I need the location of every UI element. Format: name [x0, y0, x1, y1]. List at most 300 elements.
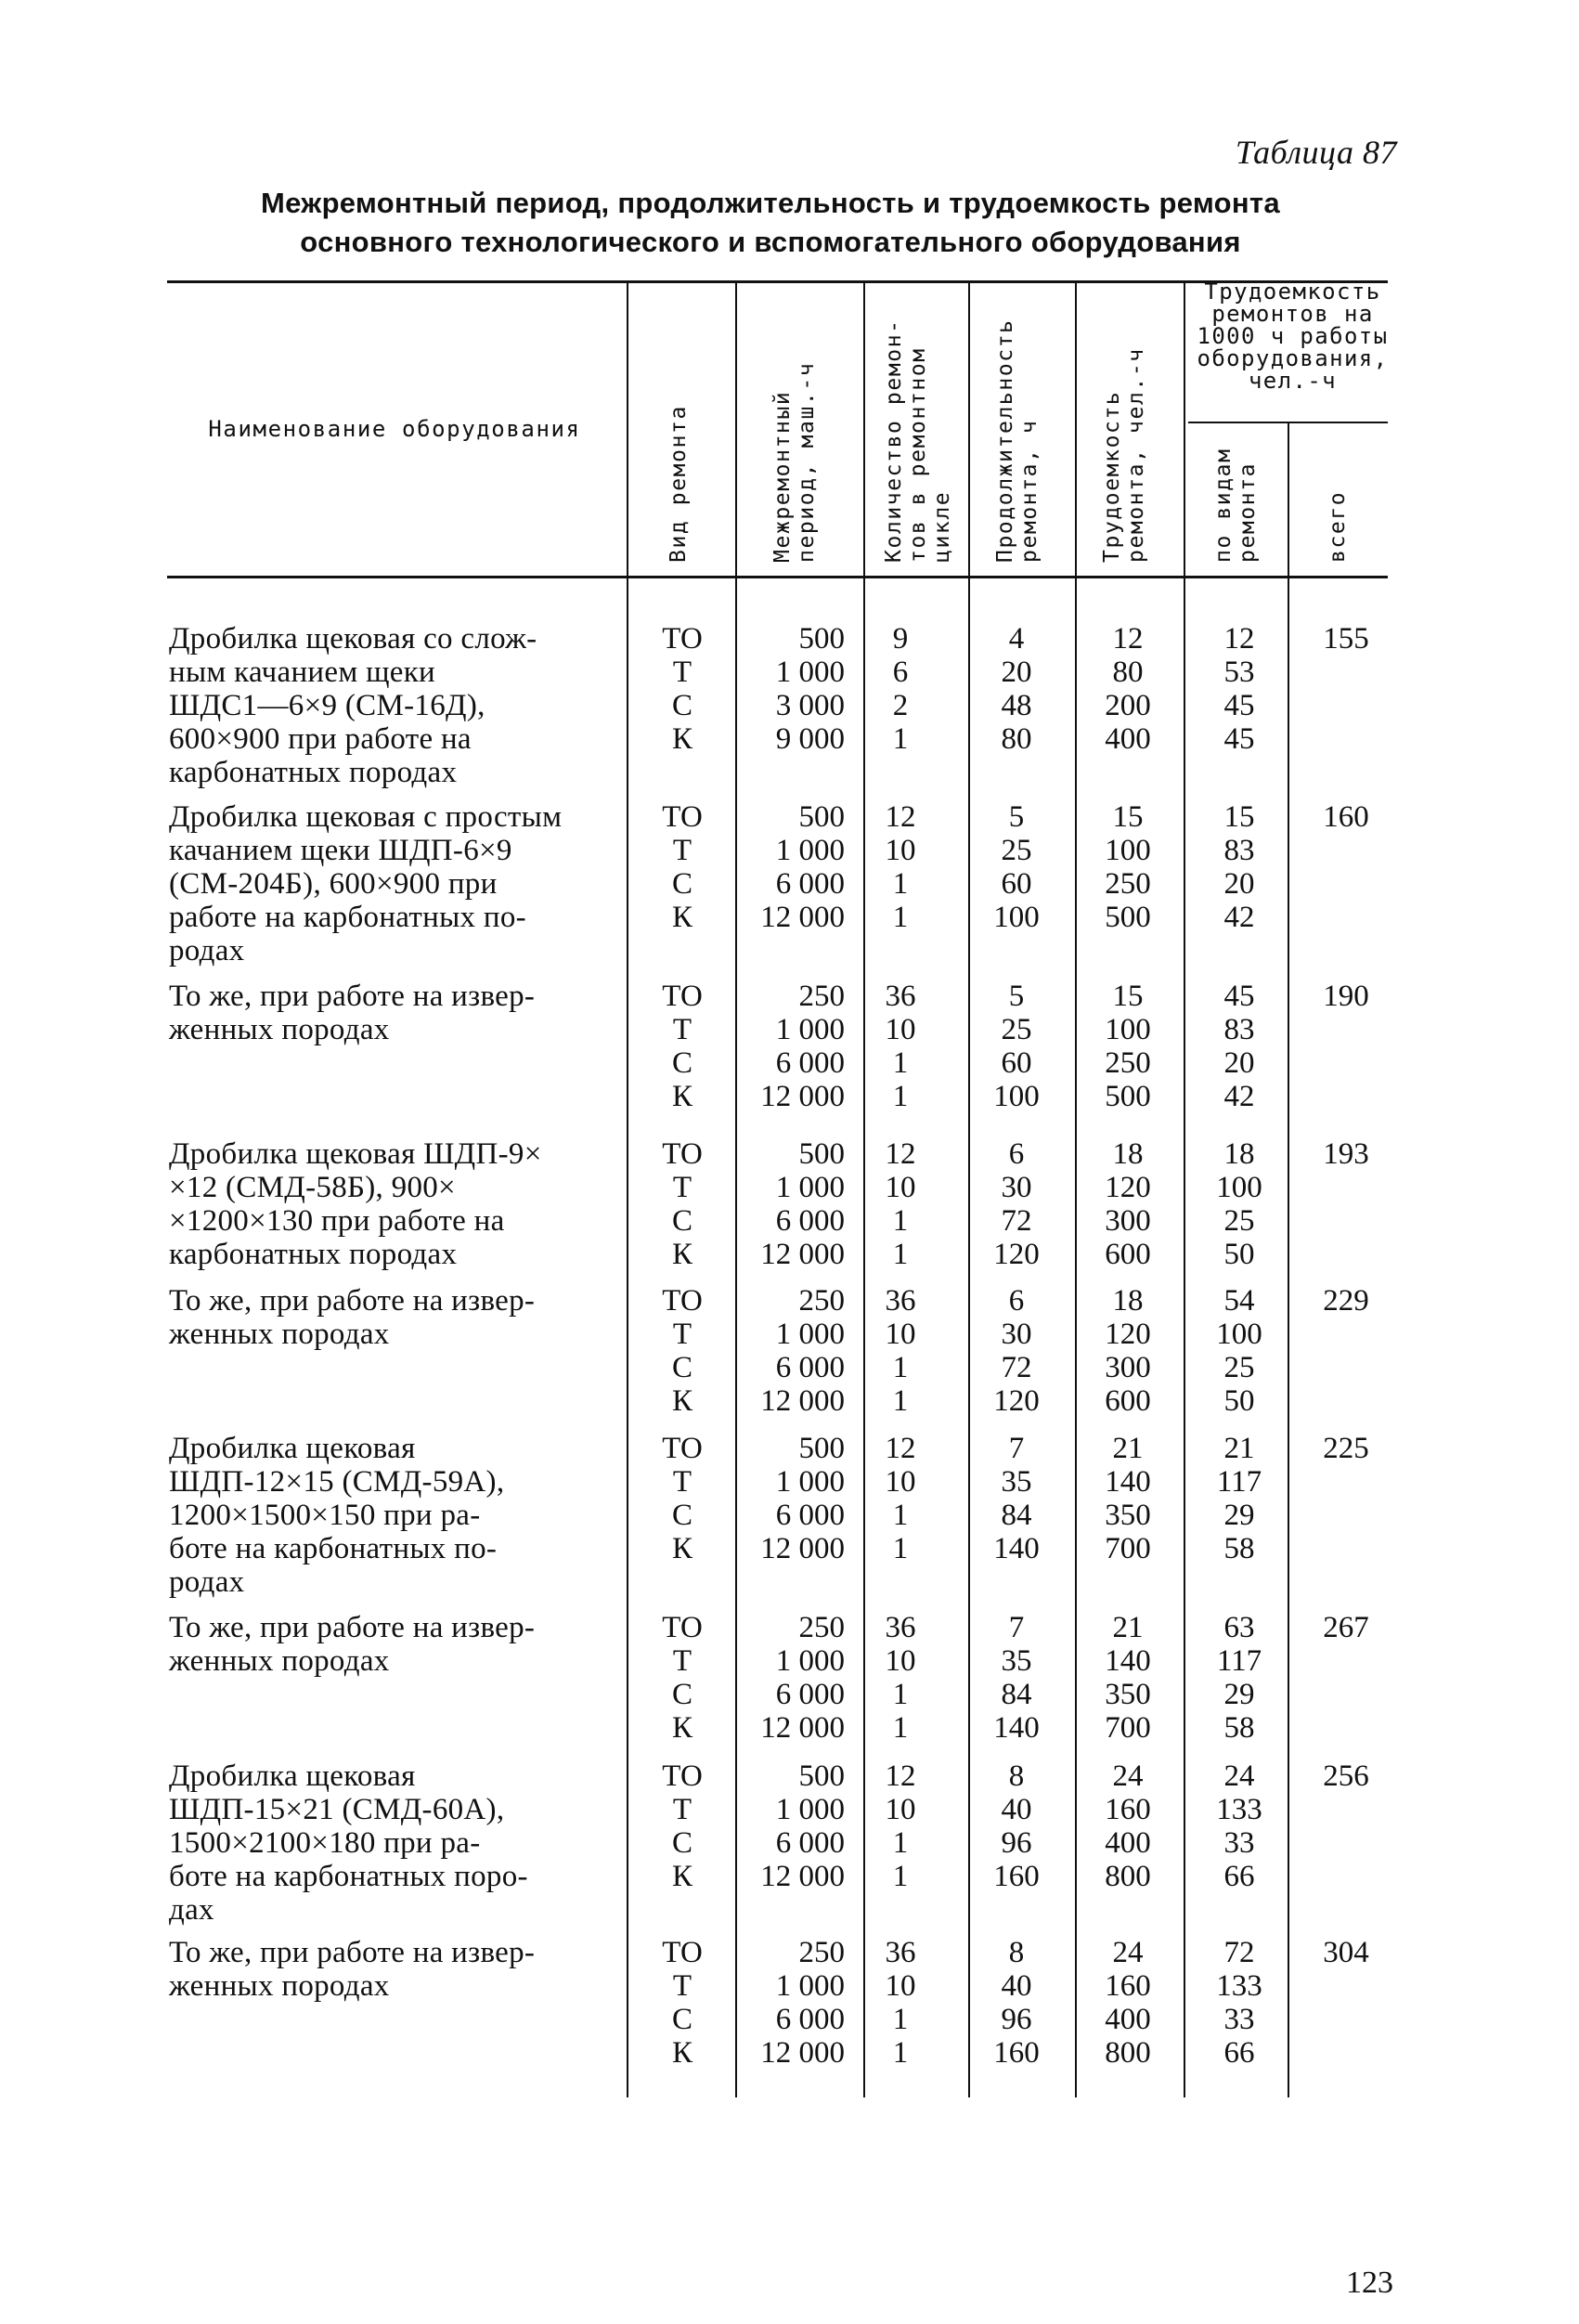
- description-line: ным качанием щеки: [169, 656, 436, 689]
- period-cell: [743, 1611, 845, 1745]
- duration-cell-cell: 5: [1008, 800, 1025, 834]
- repair-type-cell-cell: ТО: [662, 1284, 703, 1318]
- description-line: 1500×2100×180 при ра-: [169, 1826, 481, 1860]
- count-cell-cell: 1: [892, 1080, 909, 1113]
- labor-cell-cell: 800: [1105, 1860, 1151, 1893]
- labor-cell-cell: 160: [1105, 1969, 1151, 2003]
- count-cell-cell: 10: [885, 1644, 916, 1678]
- description-line: ШДП-12×15 (СМД-59А),: [169, 1465, 505, 1499]
- labor-cell-cell: 120: [1105, 1318, 1151, 1351]
- labor-cell-cell: 160: [1105, 1793, 1151, 1826]
- duration-cell-cell: 8: [1008, 1936, 1025, 1969]
- period-cell-cell: 1 000: [775, 1171, 845, 1204]
- repair-type-cell-cell: Т: [672, 1969, 692, 2003]
- labor-by-type-cell-cell: 83: [1223, 834, 1255, 867]
- labor-cell-cell: 18: [1112, 1137, 1144, 1171]
- repair-type-cell-cell: С: [671, 689, 692, 722]
- duration-cell-cell: 120: [993, 1238, 1040, 1271]
- description-line: То же, при работе на извер-: [169, 1284, 536, 1318]
- duration-cell-cell: 7: [1008, 1611, 1025, 1644]
- duration-cell-cell: 96: [1001, 1826, 1032, 1860]
- labor-by-type-cell-cell: 20: [1223, 867, 1255, 901]
- repair-type-cell-cell: ТО: [662, 1611, 703, 1644]
- description-line: карбонатных породах: [169, 1238, 458, 1271]
- period-cell-cell: 6 000: [775, 867, 845, 901]
- period-cell-cell: 6 000: [775, 1678, 845, 1711]
- period-cell-cell: 6 000: [775, 1204, 845, 1238]
- period-cell-cell: 12 000: [760, 1532, 845, 1565]
- period-cell-cell: 12 000: [760, 1711, 845, 1745]
- count-cell-cell: 6: [892, 656, 909, 689]
- labor-cell: [1086, 1936, 1170, 2070]
- labor-by-type-cell-cell: 63: [1223, 1611, 1255, 1644]
- labor-cell: [1086, 622, 1170, 756]
- duration-cell-cell: 160: [993, 2036, 1040, 2070]
- repair-type-cell-cell: Т: [672, 656, 692, 689]
- description-line: женных породах: [169, 1013, 390, 1046]
- labor-total-cell: [1304, 1611, 1388, 1644]
- repair-type-cell-cell: Т: [672, 1318, 692, 1351]
- labor-cell-cell: 80: [1112, 656, 1144, 689]
- labor-by-type-cell: [1197, 1137, 1281, 1271]
- repair-type-cell-cell: ТО: [662, 1759, 703, 1793]
- equipment-description: [169, 1611, 605, 1678]
- column-divider-1: [627, 282, 628, 2097]
- repair-type-cell-cell: К: [671, 1711, 692, 1745]
- count-cell-cell: 10: [885, 834, 916, 867]
- repair-type-cell-cell: С: [671, 867, 692, 901]
- period-cell-cell: 500: [798, 622, 845, 656]
- labor-cell-cell: 140: [1105, 1465, 1151, 1499]
- period-cell-cell: 250: [798, 1936, 845, 1969]
- header-total: всего: [1326, 490, 1350, 563]
- description-line: качанием щеки ШДП-6×9: [169, 834, 512, 867]
- labor-cell: [1086, 1611, 1170, 1745]
- count-cell-cell: 12: [885, 1432, 916, 1465]
- labor-by-type-cell: [1197, 980, 1281, 1113]
- count-cell-cell: 1: [892, 2036, 909, 2070]
- labor-total-value: 267: [1323, 1611, 1369, 1644]
- duration-cell: [979, 980, 1054, 1113]
- duration-cell: [979, 1284, 1054, 1418]
- labor-by-type-cell-cell: 33: [1223, 2003, 1255, 2036]
- labor-cell-cell: 15: [1112, 980, 1144, 1013]
- labor-by-type-cell-cell: 18: [1223, 1137, 1255, 1171]
- description-line: ×12 (СМД-58Б), 900×: [169, 1171, 456, 1204]
- labor-total-cell: [1304, 1284, 1388, 1318]
- duration-cell-cell: 30: [1001, 1318, 1032, 1351]
- duration-cell-cell: 7: [1008, 1432, 1025, 1465]
- repair-type-cell-cell: ТО: [662, 800, 703, 834]
- count-cell-cell: 12: [885, 1137, 916, 1171]
- equipment-description: [169, 622, 605, 789]
- labor-cell-cell: 100: [1105, 1013, 1151, 1046]
- header-labor-per-1000h: Трудоемкость ремонтов на 1000 ч работы оборудования, чел.-ч: [1197, 279, 1389, 394]
- count-cell: [863, 1137, 938, 1271]
- labor-cell-cell: 120: [1105, 1171, 1151, 1204]
- labor-by-type-cell-cell: 133: [1216, 1969, 1262, 2003]
- count-cell-cell: 12: [885, 1759, 916, 1793]
- repair-type-cell-cell: ТО: [662, 1137, 703, 1171]
- labor-by-type-cell-cell: 100: [1216, 1171, 1262, 1204]
- duration-cell-cell: 5: [1008, 980, 1025, 1013]
- header-duration: Продолжительность ремонта, ч: [993, 318, 1042, 563]
- labor-cell: [1086, 1284, 1170, 1418]
- labor-by-type-cell: [1197, 1432, 1281, 1565]
- description-line: 1200×1500×150 при ра-: [169, 1499, 481, 1532]
- count-cell-cell: 1: [892, 1532, 909, 1565]
- labor-by-type-cell-cell: 45: [1223, 689, 1255, 722]
- labor-cell-cell: 350: [1105, 1499, 1151, 1532]
- repair-type-cell-cell: Т: [672, 834, 692, 867]
- labor-cell-cell: 12: [1112, 622, 1144, 656]
- description-line: дах: [169, 1893, 214, 1927]
- duration-cell: [979, 800, 1054, 934]
- period-cell-cell: 6 000: [775, 1046, 845, 1080]
- count-cell: [863, 980, 938, 1113]
- period-cell-cell: 1 000: [775, 834, 845, 867]
- labor-by-type-cell-cell: 20: [1223, 1046, 1255, 1080]
- count-cell-cell: 10: [885, 1793, 916, 1826]
- description-line: женных породах: [169, 1318, 390, 1351]
- description-line: ×1200×130 при работе на: [169, 1204, 505, 1238]
- count-cell-cell: 1: [892, 1711, 909, 1745]
- labor-cell-cell: 800: [1105, 2036, 1151, 2070]
- period-cell-cell: 1 000: [775, 1969, 845, 2003]
- duration-cell-cell: 48: [1001, 689, 1032, 722]
- period-cell: [743, 1936, 845, 2070]
- equipment-description: [169, 980, 605, 1046]
- count-cell-cell: 2: [892, 689, 909, 722]
- period-cell-cell: 1 000: [775, 1465, 845, 1499]
- duration-cell-cell: 6: [1008, 1284, 1025, 1318]
- table-title: [167, 184, 1374, 262]
- count-cell-cell: 10: [885, 1013, 916, 1046]
- labor-cell-cell: 140: [1105, 1644, 1151, 1678]
- period-cell-cell: 12 000: [760, 901, 845, 934]
- duration-cell-cell: 6: [1008, 1137, 1025, 1171]
- labor-total-value: 155: [1323, 622, 1369, 656]
- labor-cell-cell: 400: [1105, 722, 1151, 756]
- period-cell-cell: 1 000: [775, 1013, 845, 1046]
- count-cell-cell: 1: [892, 901, 909, 934]
- duration-cell-cell: 4: [1008, 622, 1025, 656]
- count-cell-cell: 1: [892, 722, 909, 756]
- repair-type-cell-cell: К: [671, 1860, 692, 1893]
- labor-by-type-cell: [1197, 1759, 1281, 1893]
- description-line: женных породах: [169, 1644, 390, 1678]
- labor-total-value: 229: [1323, 1284, 1369, 1318]
- period-cell-cell: 500: [798, 800, 845, 834]
- repair-type-cell-cell: К: [671, 901, 692, 934]
- period-cell-cell: 6 000: [775, 1499, 845, 1532]
- duration-cell-cell: 30: [1001, 1171, 1032, 1204]
- duration-cell: [979, 1432, 1054, 1565]
- labor-by-type-cell-cell: 50: [1223, 1238, 1255, 1271]
- labor-by-type-cell-cell: 33: [1223, 1826, 1255, 1860]
- labor-by-type-cell-cell: 53: [1223, 656, 1255, 689]
- labor-cell-cell: 700: [1105, 1532, 1151, 1565]
- labor-cell-cell: 400: [1105, 1826, 1151, 1860]
- description-line: Дробилка щековая ШДП-9×: [169, 1137, 542, 1171]
- count-cell-cell: 1: [892, 1384, 909, 1418]
- repair-type-cell-cell: ТО: [662, 622, 703, 656]
- labor-by-type-cell-cell: 15: [1223, 800, 1255, 834]
- duration-cell-cell: 20: [1001, 656, 1032, 689]
- labor-by-type-cell: [1197, 800, 1281, 934]
- equipment-description: [169, 1759, 605, 1927]
- repair-type-cell-cell: С: [671, 1351, 692, 1384]
- count-cell-cell: 36: [885, 1611, 916, 1644]
- repair-type-cell: [631, 1284, 733, 1418]
- duration-cell-cell: 96: [1001, 2003, 1032, 2036]
- count-cell-cell: 12: [885, 800, 916, 834]
- labor-cell-cell: 300: [1105, 1204, 1151, 1238]
- header-equipment: Наименование оборудования: [208, 416, 581, 442]
- count-cell-cell: 1: [892, 1826, 909, 1860]
- period-cell-cell: 1 000: [775, 1318, 845, 1351]
- period-cell: [743, 1432, 845, 1565]
- header-labor: Трудоемкость ремонта, чел.-ч: [1100, 347, 1148, 563]
- period-cell-cell: 12 000: [760, 1860, 845, 1893]
- duration-cell-cell: 35: [1001, 1465, 1032, 1499]
- labor-cell-cell: 15: [1112, 800, 1144, 834]
- count-cell: [863, 1759, 938, 1893]
- labor-by-type-cell-cell: 83: [1223, 1013, 1255, 1046]
- labor-cell-cell: 24: [1112, 1759, 1144, 1793]
- labor-by-type-cell-cell: 25: [1223, 1204, 1255, 1238]
- labor-by-type-cell-cell: 29: [1223, 1678, 1255, 1711]
- labor-cell-cell: 400: [1105, 2003, 1151, 2036]
- period-cell-cell: 12 000: [760, 2036, 845, 2070]
- labor-cell: [1086, 1432, 1170, 1565]
- duration-cell-cell: 40: [1001, 1793, 1032, 1826]
- labor-total-cell: [1304, 622, 1388, 656]
- duration-cell-cell: 84: [1001, 1678, 1032, 1711]
- description-line: Дробилка щековая с простым: [169, 800, 563, 834]
- repair-type-cell: [631, 622, 733, 756]
- labor-by-type-cell-cell: 25: [1223, 1351, 1255, 1384]
- count-cell-cell: 1: [892, 1046, 909, 1080]
- repair-type-cell-cell: С: [671, 2003, 692, 2036]
- labor-cell-cell: 500: [1105, 901, 1151, 934]
- period-cell-cell: 12 000: [760, 1384, 845, 1418]
- duration-cell: [979, 1759, 1054, 1893]
- title-line-2: основного технологического и вспомогательного оборудования: [300, 226, 1241, 258]
- count-cell-cell: 1: [892, 1860, 909, 1893]
- repair-type-cell-cell: С: [671, 1046, 692, 1080]
- repair-type-cell-cell: Т: [672, 1465, 692, 1499]
- equipment-description: [169, 1432, 605, 1599]
- duration-cell-cell: 72: [1001, 1204, 1032, 1238]
- labor-by-type-cell-cell: 54: [1223, 1284, 1255, 1318]
- period-cell-cell: 1 000: [775, 1793, 845, 1826]
- count-cell-cell: 1: [892, 1351, 909, 1384]
- count-cell: [863, 1611, 938, 1745]
- equipment-description: [169, 800, 605, 967]
- repair-type-cell: [631, 1137, 733, 1271]
- repair-type-cell: [631, 1611, 733, 1745]
- repair-type-cell-cell: К: [671, 2036, 692, 2070]
- description-line: Дробилка щековая: [169, 1432, 416, 1465]
- period-cell: [743, 800, 845, 934]
- labor-total-cell: [1304, 1432, 1388, 1465]
- repair-type-cell-cell: ТО: [662, 980, 703, 1013]
- period-cell: [743, 1759, 845, 1893]
- labor-cell: [1086, 1759, 1170, 1893]
- duration-cell-cell: 160: [993, 1860, 1040, 1893]
- equipment-description: [169, 1936, 605, 2003]
- duration-cell-cell: 120: [993, 1384, 1040, 1418]
- labor-by-type-cell-cell: 45: [1223, 722, 1255, 756]
- count-cell: [863, 1432, 938, 1565]
- count-cell-cell: 36: [885, 1284, 916, 1318]
- period-cell-cell: 250: [798, 1284, 845, 1318]
- period-cell-cell: 1 000: [775, 1644, 845, 1678]
- description-line: родах: [169, 934, 245, 967]
- labor-by-type-cell: [1197, 1611, 1281, 1745]
- labor-by-type-cell-cell: 72: [1223, 1936, 1255, 1969]
- labor-by-type-cell-cell: 117: [1216, 1644, 1262, 1678]
- labor-total-value: 256: [1323, 1759, 1369, 1793]
- table-number: Таблица 87: [1235, 134, 1397, 171]
- labor-by-type-cell-cell: 117: [1216, 1465, 1262, 1499]
- labor-by-type-cell-cell: 42: [1223, 1080, 1255, 1113]
- labor-by-type-cell-cell: 12: [1223, 622, 1255, 656]
- labor-cell-cell: 100: [1105, 834, 1151, 867]
- labor-total-cell: [1304, 800, 1388, 834]
- description-line: боте на карбонатных по-: [169, 1532, 498, 1565]
- description-line: боте на карбонатных поро-: [169, 1860, 528, 1893]
- labor-cell-cell: 21: [1112, 1611, 1144, 1644]
- description-line: Дробилка щековая: [169, 1759, 416, 1793]
- labor-cell-cell: 700: [1105, 1711, 1151, 1745]
- duration-cell-cell: 40: [1001, 1969, 1032, 2003]
- labor-total-value: 304: [1323, 1936, 1369, 1969]
- period-cell-cell: 500: [798, 1759, 845, 1793]
- duration-cell-cell: 25: [1001, 1013, 1032, 1046]
- period-cell-cell: 250: [798, 1611, 845, 1644]
- labor-cell-cell: 18: [1112, 1284, 1144, 1318]
- labor-cell-cell: 200: [1105, 689, 1151, 722]
- duration-cell-cell: 8: [1008, 1759, 1025, 1793]
- repair-type-cell-cell: К: [671, 722, 692, 756]
- repair-type-cell-cell: К: [671, 1238, 692, 1271]
- period-cell-cell: 3 000: [775, 689, 845, 722]
- count-cell-cell: 10: [885, 1171, 916, 1204]
- count-cell-cell: 1: [892, 1499, 909, 1532]
- duration-cell-cell: 60: [1001, 867, 1032, 901]
- labor-cell-cell: 300: [1105, 1351, 1151, 1384]
- period-cell: [743, 1137, 845, 1271]
- duration-cell-cell: 100: [993, 1080, 1040, 1113]
- column-divider-4: [968, 282, 970, 2097]
- labor-by-type-cell-cell: 50: [1223, 1384, 1255, 1418]
- period-cell: [743, 622, 845, 756]
- labor-by-type-cell-cell: 21: [1223, 1432, 1255, 1465]
- equipment-description: [169, 1137, 605, 1271]
- repair-type-cell-cell: Т: [672, 1171, 692, 1204]
- column-divider-7: [1288, 423, 1289, 2097]
- repair-type-cell-cell: К: [671, 1532, 692, 1565]
- labor-cell-cell: 21: [1112, 1432, 1144, 1465]
- description-line: ШДС1—6×9 (СМ-16Д),: [169, 689, 485, 722]
- column-divider-5: [1075, 282, 1077, 2097]
- duration-cell: [979, 1137, 1054, 1271]
- duration-cell-cell: 84: [1001, 1499, 1032, 1532]
- labor-cell: [1086, 980, 1170, 1113]
- repair-type-cell-cell: Т: [672, 1793, 692, 1826]
- repair-type-cell-cell: К: [671, 1384, 692, 1418]
- header-count: Количество ремон- тов в ремонтном цикле: [882, 318, 954, 563]
- labor-total-cell: [1304, 1759, 1388, 1793]
- labor-by-type-cell: [1197, 622, 1281, 756]
- count-cell-cell: 1: [892, 1678, 909, 1711]
- count-cell: [863, 800, 938, 934]
- period-cell-cell: 6 000: [775, 2003, 845, 2036]
- repair-type-cell-cell: С: [671, 1826, 692, 1860]
- description-line: карбонатных породах: [169, 756, 458, 789]
- repair-type-cell: [631, 1432, 733, 1565]
- description-line: работе на карбонатных по-: [169, 901, 526, 934]
- header-repair-type: Вид ремонта: [667, 405, 691, 563]
- labor-by-type-cell-cell: 45: [1223, 980, 1255, 1013]
- repair-type-cell-cell: Т: [672, 1644, 692, 1678]
- labor-by-type-cell-cell: 66: [1223, 2036, 1255, 2070]
- labor-total-value: 225: [1323, 1432, 1369, 1465]
- labor-total-value: 190: [1323, 980, 1369, 1013]
- labor-cell: [1086, 800, 1170, 934]
- repair-type-cell-cell: С: [671, 1678, 692, 1711]
- description-line: Дробилка щековая со слож-: [169, 622, 537, 656]
- labor-total-cell: [1304, 1936, 1388, 1969]
- labor-cell-cell: 600: [1105, 1384, 1151, 1418]
- repair-type-cell: [631, 980, 733, 1113]
- count-cell-cell: 1: [892, 867, 909, 901]
- labor-cell: [1086, 1137, 1170, 1271]
- labor-by-type-cell-cell: 100: [1216, 1318, 1262, 1351]
- duration-cell-cell: 140: [993, 1711, 1040, 1745]
- period-cell: [743, 980, 845, 1113]
- labor-cell-cell: 350: [1105, 1678, 1151, 1711]
- count-cell-cell: 10: [885, 1318, 916, 1351]
- count-cell-cell: 1: [892, 1238, 909, 1271]
- period-cell-cell: 500: [798, 1137, 845, 1171]
- count-cell: [863, 1936, 938, 2070]
- labor-total-cell: [1304, 980, 1388, 1013]
- labor-by-type-cell-cell: 42: [1223, 901, 1255, 934]
- duration-cell: [979, 1936, 1054, 2070]
- count-cell-cell: 1: [892, 2003, 909, 2036]
- repair-type-cell: [631, 1936, 733, 2070]
- duration-cell-cell: 72: [1001, 1351, 1032, 1384]
- period-cell-cell: 6 000: [775, 1826, 845, 1860]
- labor-by-type-cell-cell: 66: [1223, 1860, 1255, 1893]
- period-cell-cell: 6 000: [775, 1351, 845, 1384]
- labor-cell-cell: 250: [1105, 867, 1151, 901]
- count-cell-cell: 10: [885, 1465, 916, 1499]
- count-cell-cell: 1: [892, 1204, 909, 1238]
- header-by-type: по видам ремонта: [1211, 448, 1260, 563]
- repair-type-cell: [631, 800, 733, 934]
- duration-cell-cell: 60: [1001, 1046, 1032, 1080]
- labor-by-type-cell-cell: 58: [1223, 1711, 1255, 1745]
- description-line: 600×900 при работе на: [169, 722, 472, 756]
- labor-by-type-cell: [1197, 1936, 1281, 2070]
- count-cell-cell: 10: [885, 1969, 916, 2003]
- count-cell: [863, 622, 938, 756]
- period-cell: [743, 1284, 845, 1418]
